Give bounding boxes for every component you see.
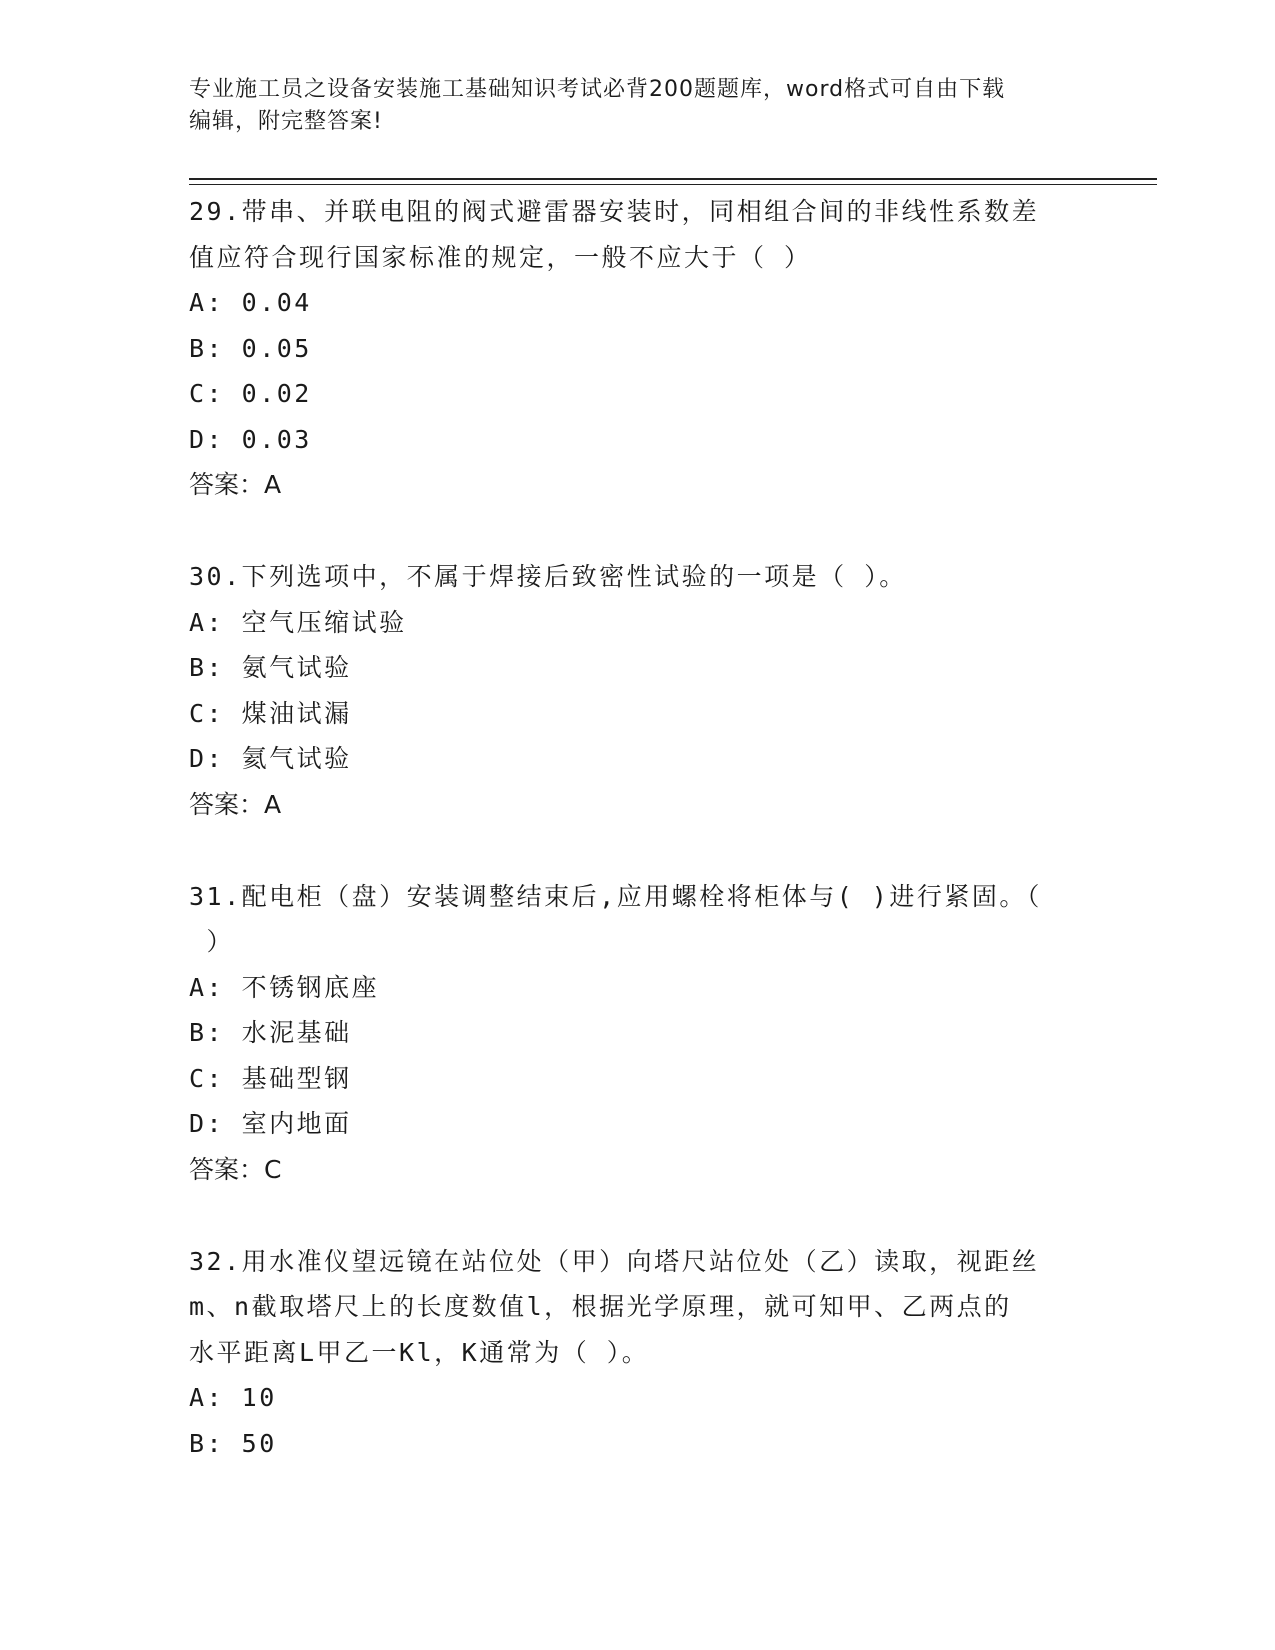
header-line-2: 编辑，附完整答案! [189, 109, 383, 134]
option-a: A: 空气压缩试验 [189, 607, 407, 637]
option-d: D: 氦气试验 [189, 744, 352, 773]
header-divider-thin [189, 184, 1157, 185]
option-c: C: 煤油试漏 [189, 698, 352, 728]
answer-line: 答案：A [189, 789, 282, 819]
option-b: B: 0.05 [189, 333, 312, 363]
option-c: C: 0.02 [189, 379, 312, 408]
document-header [189, 74, 1089, 138]
option-b: B: 50 [189, 1428, 277, 1458]
option-a: A: 不锈钢底座 [189, 972, 380, 1002]
question-stem-line: 31.配电柜（盘）安装调整结束后,应用螺栓将柜体与( )进行紧固。（ [189, 881, 1042, 911]
option-b: B: 氨气试验 [189, 653, 352, 682]
answer-line: 答案：A [189, 470, 282, 499]
question-stem-line: 值应符合现行国家标准的规定，一般不应大于（ ） [189, 242, 812, 272]
option-c: C: 基础型钢 [189, 1063, 352, 1093]
question-stem-line: 32.用水准仪望远镜在站位处（甲）向塔尺站位处（乙）读取，视距丝 [189, 1246, 1040, 1276]
question-31 [189, 874, 1089, 1192]
option-b: B: 水泥基础 [189, 1018, 352, 1047]
header-line-1: 专业施工员之设备安装施工基础知识考试必背200题题库，word格式可自由下载 [189, 77, 1006, 102]
question-list [189, 189, 1089, 1513]
option-d: D: 0.03 [189, 424, 312, 454]
question-stem-line: m、n截取塔尺上的长度数值l，根据光学原理，就可知甲、乙两点的 [189, 1292, 1012, 1321]
question-30 [189, 554, 1089, 827]
question-stem-line: 29.带串、并联电阻的阀式避雷器安装时，同相组合间的非线性系数差 [189, 197, 1040, 226]
question-stem-line: 30.下列选项中，不属于焊接后致密性试验的一项是（ ）。 [189, 562, 907, 591]
answer-line: 答案：C [189, 1154, 282, 1184]
option-a: A: 10 [189, 1383, 277, 1412]
option-a: A: 0.04 [189, 288, 312, 317]
question-29 [189, 189, 1089, 507]
header-divider-thick [189, 178, 1157, 180]
option-d: D: 室内地面 [189, 1109, 352, 1138]
question-stem-line: 水平距离L甲乙一Kl，K通常为（ ）。 [189, 1337, 650, 1367]
question-stem-line: ） [189, 927, 235, 956]
question-32 [189, 1239, 1089, 1467]
